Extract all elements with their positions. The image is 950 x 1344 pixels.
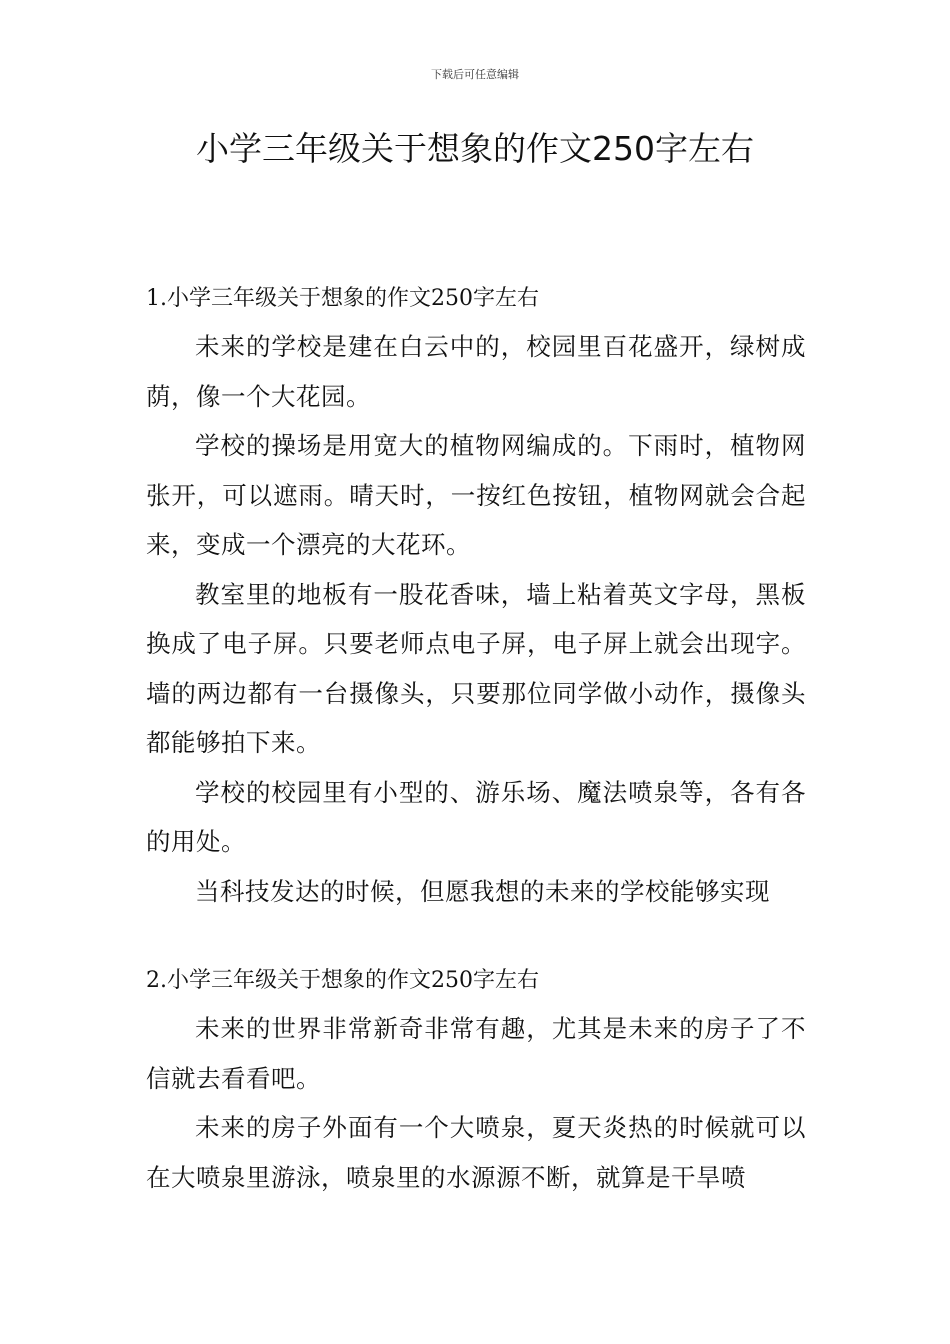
paragraph: 未来的房子外面有一个大喷泉，夏天炎热的时候就可以在大喷泉里游泳，喷泉里的水源源不断，就算是干旱喷: [146, 1113, 806, 1192]
paragraph: 学校的校园里有小型的、游乐场、魔法喷泉等，各有各的用处。: [146, 777, 806, 856]
paragraph: 未来的学校是建在白云中的，校园里百花盛开，绿树成荫，像一个大花园。: [146, 332, 806, 411]
section-heading: 1.小学三年级关于想象的作文250字左右: [146, 286, 539, 311]
section-heading: 2.小学三年级关于想象的作文250字左右: [146, 968, 539, 993]
section-2: [146, 962, 806, 1202]
document-title: 小学三年级关于想象的作文250字左右: [196, 129, 754, 168]
paragraph: 学校的操场是用宽大的植物网编成的。下雨时，植物网张开，可以遮雨。晴天时，一按红色按钮，植物网就会合起来，变成一个漂亮的大花环。: [146, 431, 806, 559]
paragraph: 未来的世界非常新奇非常有趣，尤其是未来的房子了不信就去看看吧。: [146, 1014, 806, 1093]
paragraph: 当科技发达的时候，但愿我想的未来的学校能够实现: [195, 876, 770, 906]
section-1: [146, 280, 806, 916]
paragraph: 教室里的地板有一股花香味，墙上粘着英文字母，黑板换成了电子屏。只要老师点电子屏，电子屏上就会出现字。墙的两边都有一台摄像头，只要那位同学做小动作，摄像头都能够拍下来。: [146, 579, 806, 757]
header-note: 下载后可任意编辑: [431, 68, 519, 81]
document-body: [146, 280, 806, 1202]
